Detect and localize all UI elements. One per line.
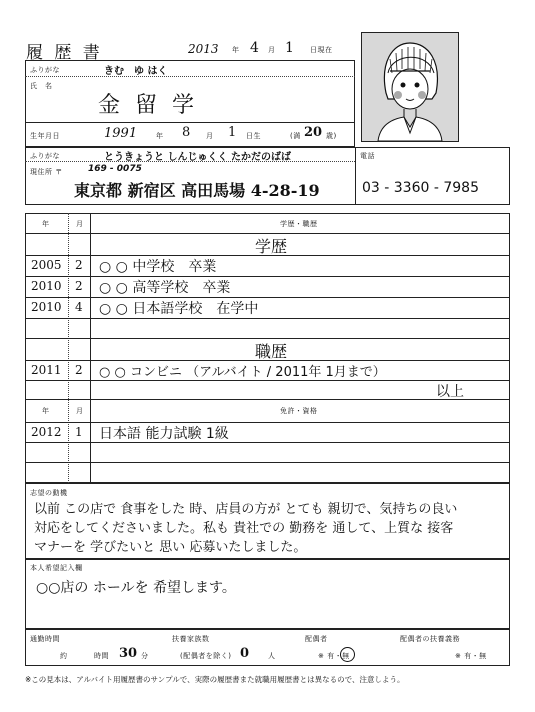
spouse-options: ※ 有・無 [318,652,350,660]
history-month: 2 [75,279,83,293]
history-row [25,318,510,338]
history-row [25,276,510,297]
photo-frame [361,32,459,142]
age-open: (満 [290,132,301,140]
commute-prefix: 約 [60,652,68,660]
date-month: 4 [250,40,259,56]
license-col-year: 年 [42,407,50,415]
birth-year-label: 年 [156,132,164,140]
address-value: 東京都 新宿区 高田馬場 4-28-19 [74,181,320,200]
history-col-month: 月 [76,220,84,228]
history-year: 2011 [31,363,62,377]
spouse-dep-options: ※ 有・無 [455,652,487,660]
history-month: 2 [75,363,83,377]
history-month: 4 [75,300,83,314]
history-row [25,338,510,360]
motivation-line: マナーを 学びたいと 思い 応募いたしました。 [34,540,307,555]
dependents-unit: 人 [268,652,276,660]
history-col-year: 年 [42,220,50,228]
addr-furigana-value: とうきょうと しんじゅくく たかだのばば [104,152,291,163]
birth-month-label: 月 [206,132,214,140]
birth-day: 1 [228,125,237,140]
history-col-header: 学歴・職歴 [280,220,318,228]
birth-month: 8 [182,125,191,140]
birth-day-label: 日生 [246,132,261,140]
history-year: 2010 [31,279,62,293]
license-row [25,422,510,442]
history-entry: ○ ○ 中学校 卒業 [99,259,217,275]
license-year: 2012 [31,425,62,439]
license-col-month: 月 [76,407,84,415]
commute-hours-label: 時間 [94,652,109,660]
commute-label: 通勤時間 [30,635,60,643]
history-year: 2005 [31,258,62,272]
history-year: 2010 [31,300,62,314]
license-entry: 日本語 能力試験 1級 [99,426,229,442]
addr-label: 現住所 〒 [30,168,63,176]
portrait-illustration [362,33,458,141]
history-entry: ○ ○ コンビニ （アルバイト / 2011年 1月まで） [99,365,386,380]
spouse-circle-mark [340,647,355,662]
furigana-value: きむ ゆ はく [104,66,168,77]
name-value: 金 留 学 [98,93,198,118]
motivation-line: 対応をしてくださいました。私も 貴社での 勤務を 通して、上質な 接客 [34,521,454,536]
history-end-label: 以上 [436,384,464,400]
spouse-dep-label: 配偶者の扶養義務 [400,635,460,643]
age-value: 20 [304,125,323,140]
history-row [25,233,510,255]
dependents-label: 扶養家族数 [172,635,210,643]
date-month-label: 月 [268,46,276,54]
license-month: 1 [75,425,83,439]
motivation-label: 志望の動機 [30,489,68,497]
age-close: 歳) [326,132,337,140]
history-row [25,255,510,276]
birth-year: 1991 [104,126,138,141]
history-section-title: 学歴 [255,237,288,256]
date-year-label: 年 [232,46,240,54]
history-entry: ○ ○ 日本語学校 在学中 [99,301,259,317]
footnote: ※この見本は、アルバイト用履歴書のサンプルで、実際の履歴書また就職用履歴書とは異なるので、注意しよう。 [25,675,405,684]
history-row [25,297,510,318]
date-day: 1 [285,40,294,56]
postal-code: 169 - 0075 [88,164,142,174]
license-col-header: 免許・資格 [280,407,318,415]
motivation-line: 以前 この店で 食事をした 時、店員の方が とても 親切で、気持ちの良い [34,502,458,517]
addr-furigana-label: ふりがな [30,152,60,160]
resume-title: 履 歴 書 [26,43,103,63]
furigana-label: ふりがな [30,66,60,74]
history-section-title: 職歴 [255,342,288,361]
request-label: 本人希望記入欄 [30,564,83,572]
date-suffix: 日現在 [310,46,333,54]
commute-minutes: 30 [119,646,138,661]
history-month: 2 [75,258,83,272]
phone-value: 03 - 3360 - 7985 [362,180,479,196]
history-row [25,360,510,380]
request-text: ○○店の ホールを 希望します。 [36,580,236,596]
name-label: 氏 名 [30,82,53,90]
dependents-sub: (配偶者を除く) [180,652,232,660]
date-year: 2013 [188,42,219,56]
spouse-label: 配偶者 [305,635,328,643]
dependents-value: 0 [240,646,250,661]
history-entry: ○ ○ 高等学校 卒業 [99,280,231,296]
phone-label: 電話 [360,152,375,160]
commute-min-label: 分 [141,652,149,660]
birth-label: 生年月日 [30,132,60,140]
